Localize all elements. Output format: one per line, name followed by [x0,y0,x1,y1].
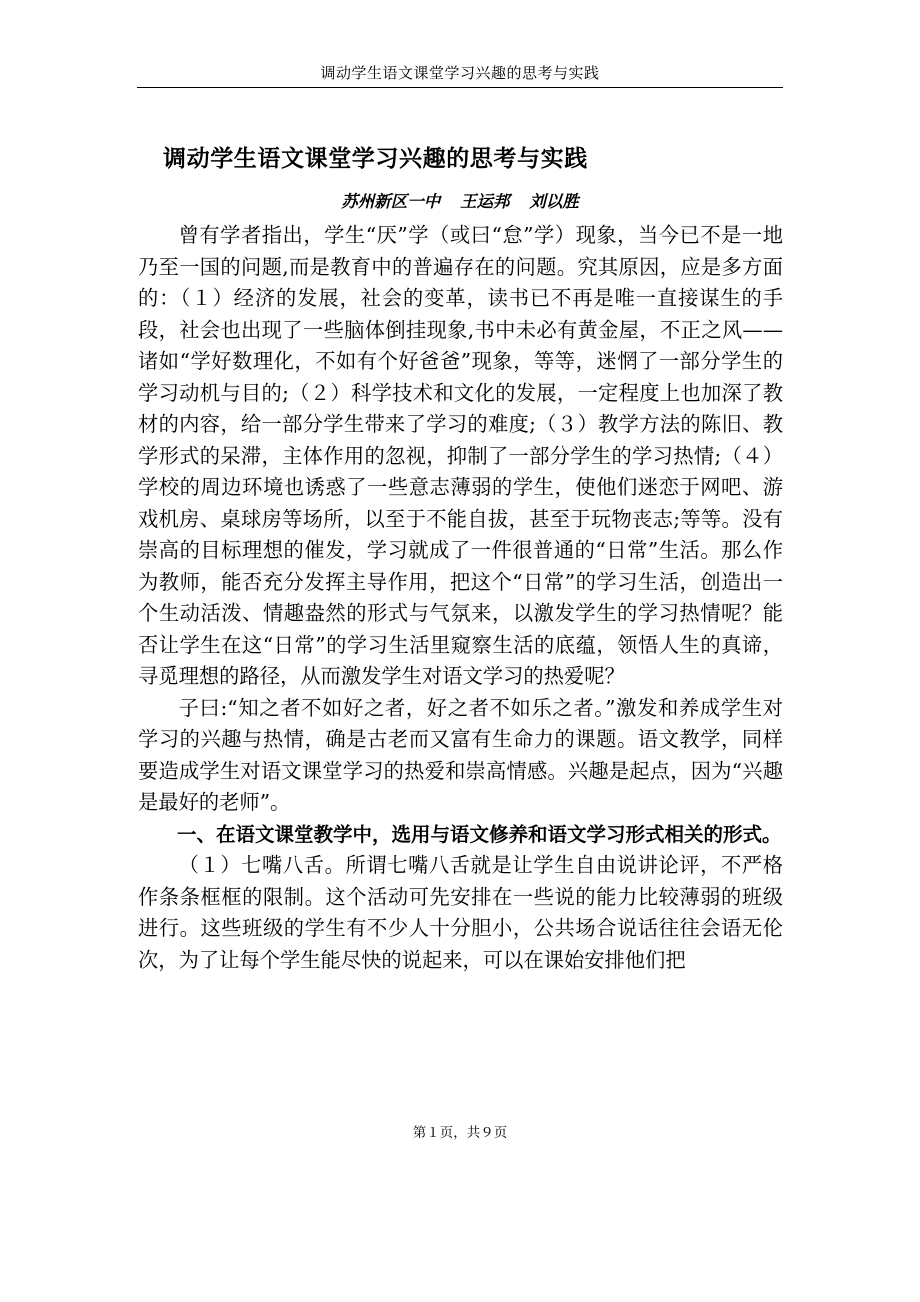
author-name-1: 王运邦 [460,192,510,211]
body-paragraph: 曾有学者指出，学生“厌”学（或曰“怠”学）现象，当今已不是一地乃至一国的问题,而是教育中的普遍存在的问题。究其原因，应是多方面的：（１）经济的发展，社会的变革，读书已不再是唯一直接谋生的手段，社会也出现了一些脑体倒挂现象,书中未必有黄金屋，不正之风——诸如“学好数理化，不如有个好爸爸”现象，等等，迷惘了一部分学生的学习动机与目的;（２）科学技术和文化的发展，一定程度上也加深了教材的内容，给一部分学生带来了学习的难度;（３）教学方法的陈旧、教学形式的呆滞，主体作用的忽视，抑制了一部分学生的学习热情;（４）学校的周边环境也诱惑了一些意志薄弱的学生，使他们迷恋于网吧、游戏机房、桌球房等场所，以至于不能自拔，甚至于玩物丧志;等等。没有崇高的目标理想的催发，学习就成了一件很普通的“日常”生活。那么作为教师，能否充分发挥主导作用，把这个“日常”的学习生活，创造出一个生动活泼、情趣盎然的形式与气氛来，以激发学生的学习热情呢？能否让学生在这“日常”的学习生活里窥察生活的底蕴，领悟人生的真谛，寻觅理想的路径，从而激发学生对语文学习的热爱呢？ [138,223,783,688]
author-name-2: 刘以胜 [529,192,579,211]
author-line [137,190,783,214]
section-heading: 一、在语文课堂教学中，选用与语文修养和语文学习形式相关的形式。 [177,822,782,846]
author-school: 苏州新区一中 [341,192,441,211]
document-title: 调动学生语文课堂学习兴趣的思考与实践 [163,146,588,172]
running-header: 调动学生语文课堂学习兴趣的思考与实践 [320,64,600,82]
page-footer: 第１页，共９页 [412,1125,508,1141]
body-paragraph: （１）七嘴八舌。所谓七嘴八舌就是让学生自由说讲论评，不严格作条条框框的限制。这个活动可先安排在一些说的能力比较薄弱的班级进行。这些班级的学生有不少人十分胆小，公共场合说话往往会语无伦次，为了让每个学生能尽快的说起来，可以在课始安排他们把 [138,853,783,972]
header-rule [137,87,783,88]
body-paragraph: 子曰:“知之者不如好之者，好之者不如乐之者。”激发和养成学生对学习的兴趣与热情，确是古老而又富有生命力的课题。语文教学，同样要造成学生对语文课堂学习的热爱和崇高情感。兴趣是起点，因为“兴趣是最好的老师”。 [138,695,783,814]
document-body [138,220,783,976]
